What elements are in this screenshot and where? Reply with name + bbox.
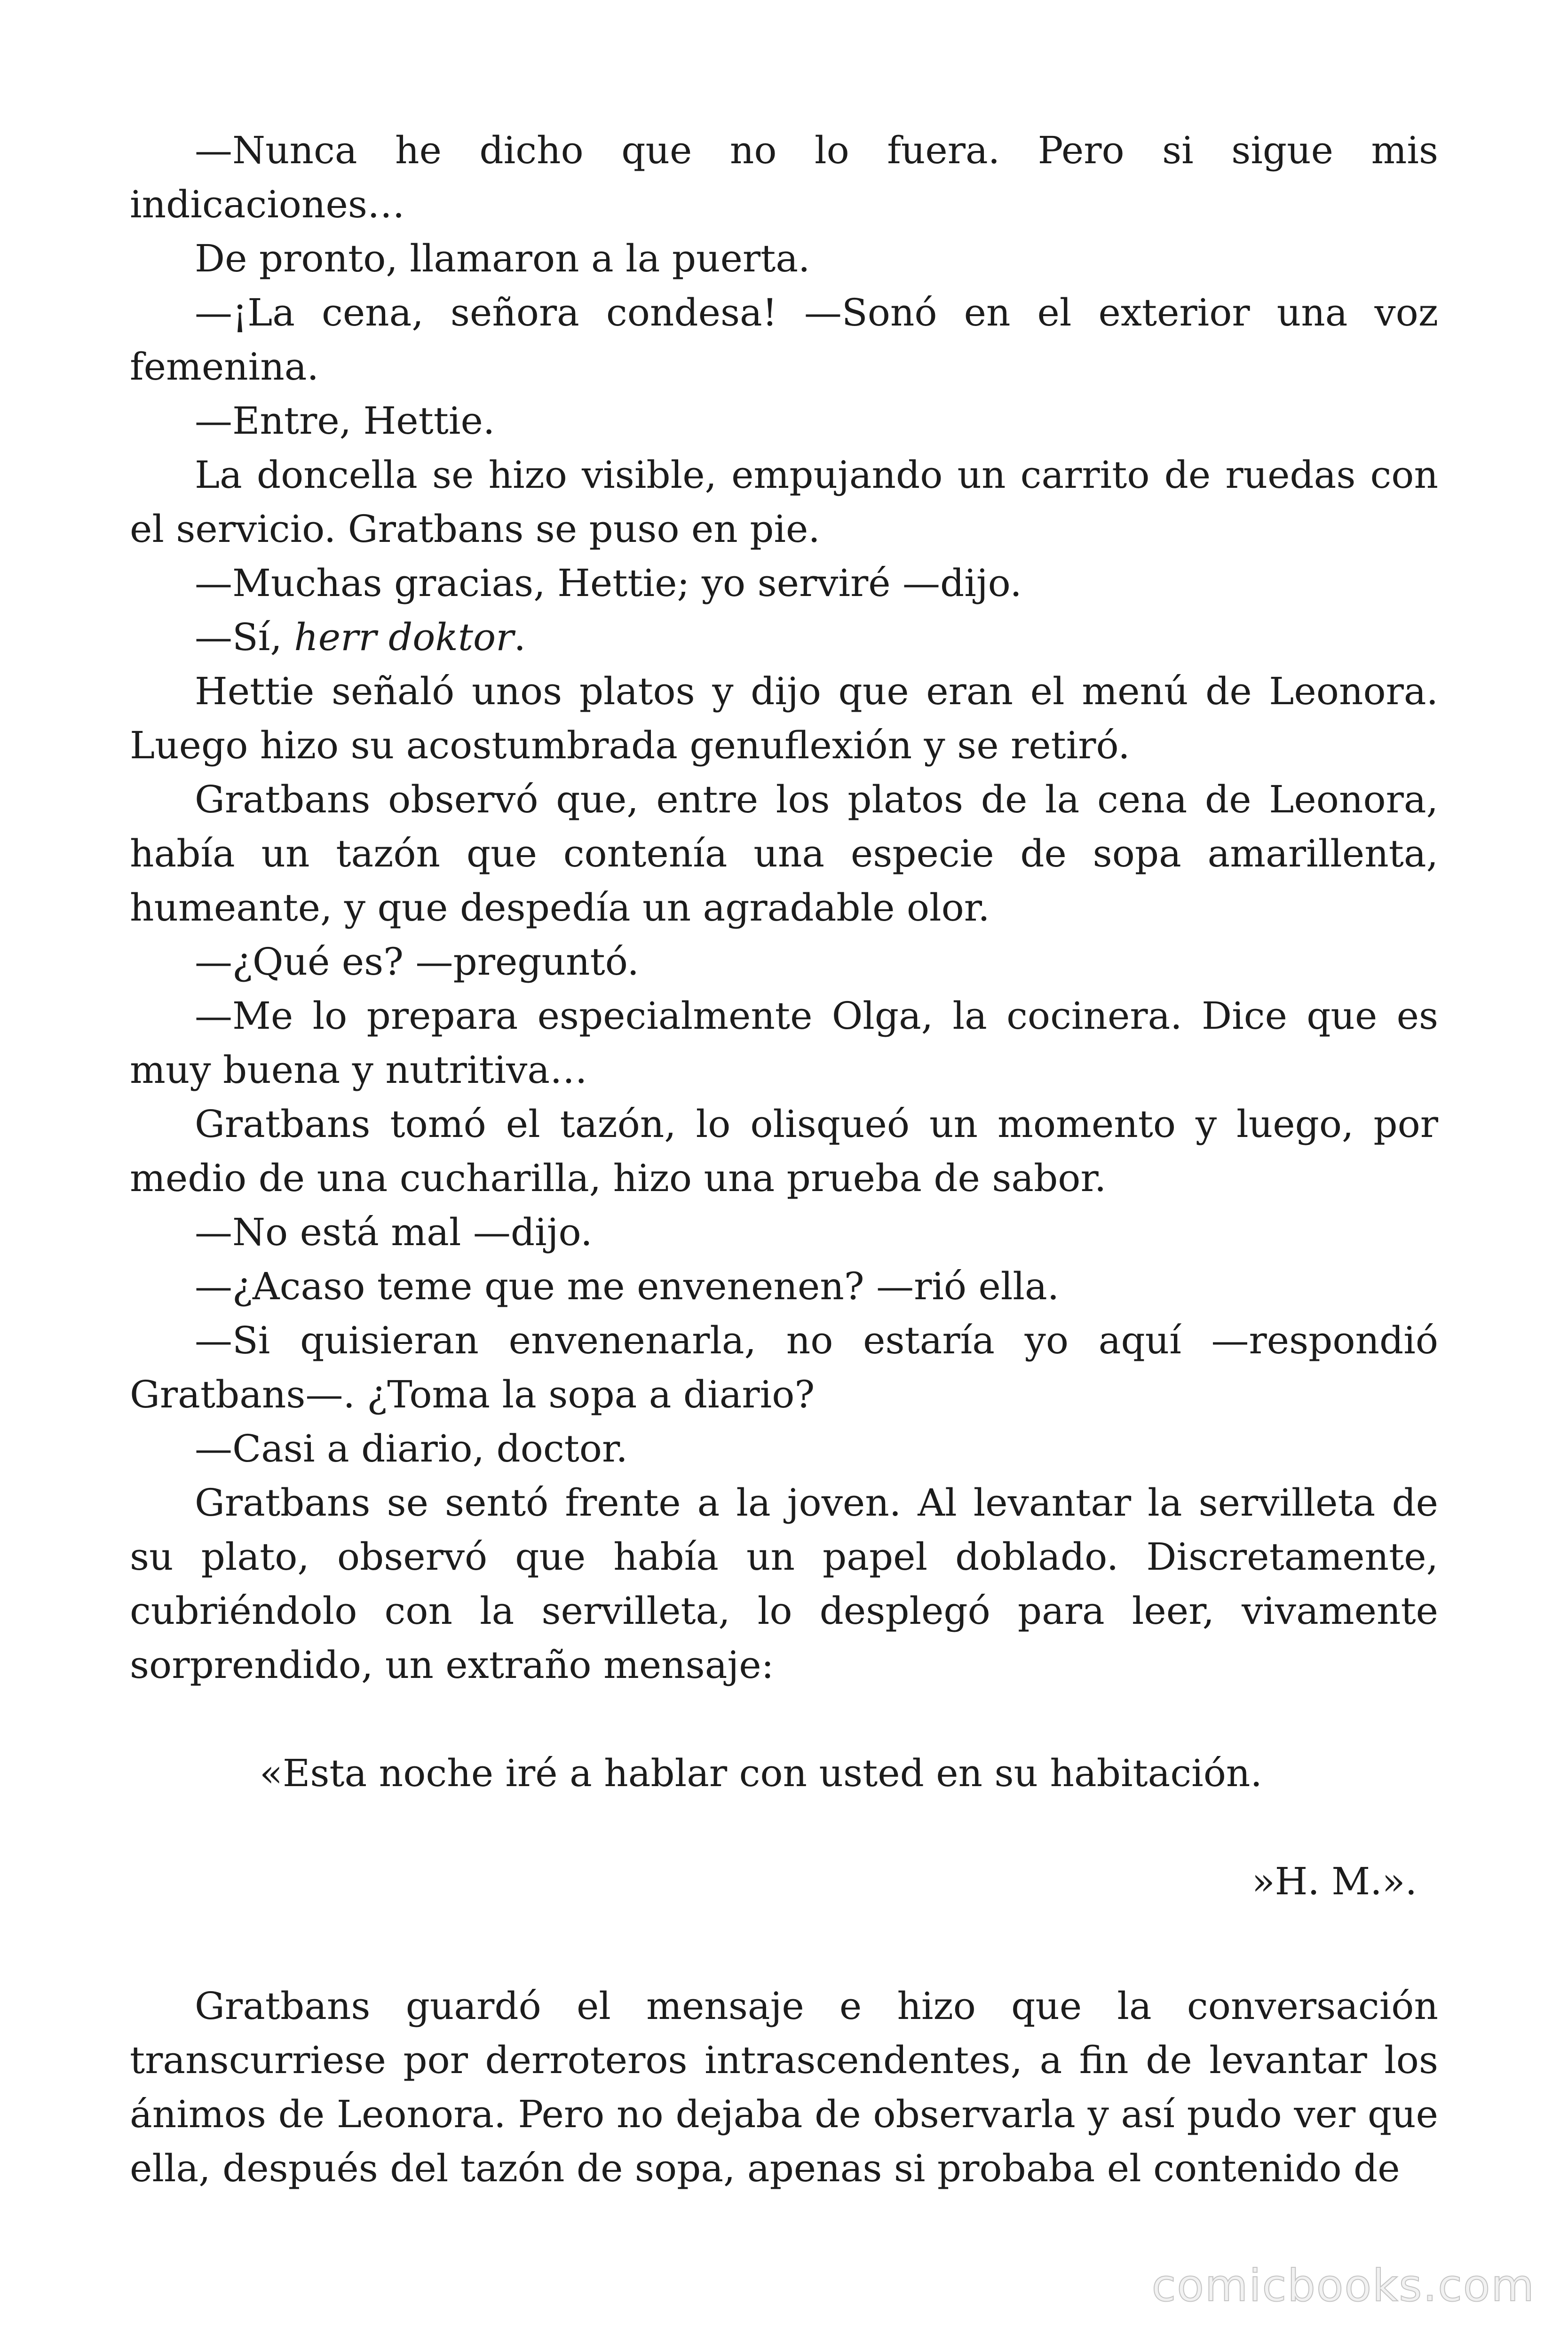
paragraph-4: —Entre, Hettie. [195, 399, 495, 443]
paragraph-7 [130, 610, 1438, 664]
reply-emphasis: herr doktor [294, 615, 514, 659]
paragraph-8: Hettie señaló unos platos y dijo que eran el menú de Leonora. Luego hizo su acostumbrada genuflexión y se retiró. [130, 669, 1438, 767]
paragraph-12: Gratbans tomó el tazón, lo olisqueó un momento y luego, por medio de una cucharilla, hizo una prueba de sabor. [130, 1102, 1438, 1200]
paragraph-13: —No está mal —dijo. [195, 1210, 593, 1254]
paragraph-1: —Nunca he dicho que no lo fuera. Pero si sigue mis indicaciones… [130, 128, 1438, 226]
paragraph-9: Gratbans observó que, entre los platos de la cena de Leonora, había un tazón que contenía una especie de sopa amarillenta, humeante, y que despedía un agradable olor. [130, 778, 1438, 930]
closing-paragraph: Gratbans guardó el mensaje e hizo que la conversación transcurriese por derroteros intrascendentes, a fin de levantar los ánimos de Leonora. Pero no dejaba de observarla y así pudo ver que ella, después del tazón de sopa, apenas si probaba el contenido de [130, 1984, 1438, 2190]
letter-signature: »H. M.». [1251, 1859, 1417, 1903]
reply-prefix: —Sí, [195, 615, 294, 659]
paragraph-14: —¿Acaso teme que me envenenen? —rió ella. [195, 1264, 1060, 1308]
paragraph-3: —¡La cena, señora condesa! —Sonó en el exterior una voz femenina. [130, 291, 1438, 389]
book-page [130, 123, 1438, 2195]
reply-suffix: . [514, 615, 526, 659]
watermark-text: comicbooks.com [1151, 2260, 1535, 2312]
paragraph-17: Gratbans se sentó frente a la joven. Al levantar la servilleta de su plato, observó que había un papel doblado. Discretamente, cubriéndolo con la servilleta, lo desplegó para leer, vivamente sorprendido, un extraño mensaje: [130, 1481, 1438, 1687]
letter-body: «Esta noche iré a hablar con usted en su habitación. [260, 1751, 1262, 1795]
paragraph-5: La doncella se hizo visible, empujando un carrito de ruedas con el servicio. Gratbans se puso en pie. [130, 453, 1438, 551]
paragraph-11: —Me lo prepara especialmente Olga, la cocinera. Dice que es muy buena y nutritiva… [130, 994, 1438, 1092]
paragraph-10: —¿Qué es? —preguntó. [195, 940, 639, 984]
paragraph-2: De pronto, llamaron a la puerta. [195, 237, 810, 280]
paragraph-15: —Si quisieran envenenarla, no estaría yo aquí —respondió Gratbans—. ¿Toma la sopa a diario? [130, 1319, 1438, 1416]
paragraph-16: —Casi a diario, doctor. [195, 1427, 628, 1470]
paragraph-6: —Muchas gracias, Hettie; yo serviré —dijo. [195, 561, 1022, 605]
